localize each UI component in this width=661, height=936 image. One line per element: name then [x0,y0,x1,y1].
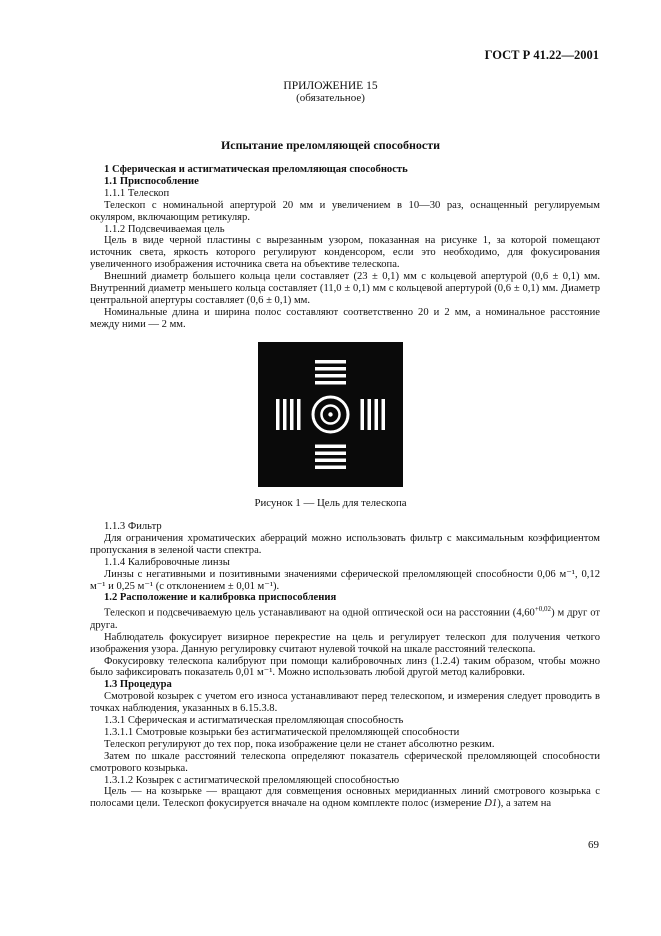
text-span: ), а затем на [497,798,552,810]
item-heading: 1.1.1 Телескоп [104,187,170,199]
paragraph: Затем по шкале расстояний телескопа определяют показатель сферической преломляющей способности смотрового козырька. [90,750,600,774]
italic-term: D1 [484,798,498,810]
paragraph: Фокусировку телескопа калибруют при помощи калибровочных линз (1.2.4) таким образом, чтобы можно было зафиксировать показатель 0,01 м⁻¹. Можно использовать любой другой метод калибровки. [90,655,600,679]
paragraph: Наблюдатель фокусирует визирное перекрестие на цель и регулирует телескоп для получения четкого изображения узора. Данную регулировку считают нулевой точкой на шкале расстояний телескопа. [90,631,600,655]
appendix-label: ПРИЛОЖЕНИЕ 15 [283,80,378,92]
page-number: 69 [588,839,599,851]
item-heading: 1.3.1 Сферическая и астигматическая преломляющая способность [104,715,404,727]
paragraph: Телескоп регулируют до тех пор, пока изображение цели не станет абсолютно резким. [104,738,495,750]
target-pattern-icon [258,342,403,487]
paragraph: Смотровой козырек с учетом его износа устанавливают перед телескопом, и измерения следует проводить в точках наблюдения, указанных в 6.15.3.8. [90,691,600,715]
appendix-status: (обязательное) [296,92,365,104]
appendix-label-block [0,80,661,104]
text-block-lower [90,521,600,810]
item-heading: 1.3.1.1 Смотровые козырьки без астигматической преломляющей способности [104,726,460,738]
paragraph: Внешний диаметр большего кольца цели составляет (23 ± 0,1) мм с кольцевой апертурой (0,6 ± 0,1) мм. Внутренний диаметр меньшего кольца составляет (11,0 ± 0,1) мм с кольцевой апертурой (0,6 ± 0,1) мм. Диаметр центральной апертуры составляет (0,6 ± 0,1) мм. [90,271,600,306]
paragraph: Линзы с негативными и позитивными значениями сферической преломляющей способности 0,06 м⁻¹, 0,12 м⁻¹ и 0,25 м⁻¹ (с отклонением ± 0,01 м⁻¹). [90,568,600,592]
item-heading: 1.1.2 Подсвечиваемая цель [104,223,225,235]
section-heading: 1 Сферическая и астигматическая преломляющая способность [104,164,408,175]
paragraph: Номинальные длина и ширина полос составляют соответственно 20 и 2 мм, а номинальное расстояние между ними — 2 мм. [90,306,600,330]
paragraph: Цель в виде черной пластины с вырезанным узором, показанная на рисунке 1, за которой помещают источник света, яркость которого регулируют конденсором, если это необходимо, для фокусирования увеличенного изображения источника света на объективе телескопа. [90,235,600,271]
page-title: Испытание преломляющей способности [220,138,441,152]
figure-caption: Рисунок 1 — Цель для телескопа [254,497,407,509]
document-header: ГОСТ Р 41.22—2001 [484,48,599,62]
subsection-heading: 1.1 Приспособление [104,175,199,187]
subsection-heading: 1.3 Процедура [104,679,172,691]
text-span: Телескоп и подсвечиваемую цель устанавливают на одной оптической оси на расстоянии (4,60 [104,607,535,619]
item-heading: 1.1.3 Фильтр [104,521,162,532]
item-heading: 1.1.4 Калибровочные линзы [104,556,230,568]
text-span: Цель — на козырьке — вращают для совмещения основных меридианных линий смотрового козырька с полосами цели. Телескоп фокусируется вначале на одном комплекте полос (измерение [90,786,600,810]
paragraph: Телескоп с номинальной апертурой 20 мм и увеличением в 10—30 раз, оснащенный регулируемым окуляром, включающим ретикуляр. [90,199,600,223]
text-span: ) м друг от друга. [90,607,600,631]
paragraph [90,604,600,631]
subsection-heading: 1.2 Расположение и калибровка приспособления [104,592,337,604]
telescope-target-figure [258,342,403,487]
paragraph: Для ограничения хроматических аберраций можно использовать фильтр с максимальным коэффициентом пропускания в зеленой части спектра. [90,532,600,556]
superscript: +0,02 [534,605,552,614]
item-heading: 1.3.1.2 Козырек с астигматической преломляющей способностью [104,774,400,786]
paragraph [90,786,600,810]
text-block-upper [90,164,600,331]
